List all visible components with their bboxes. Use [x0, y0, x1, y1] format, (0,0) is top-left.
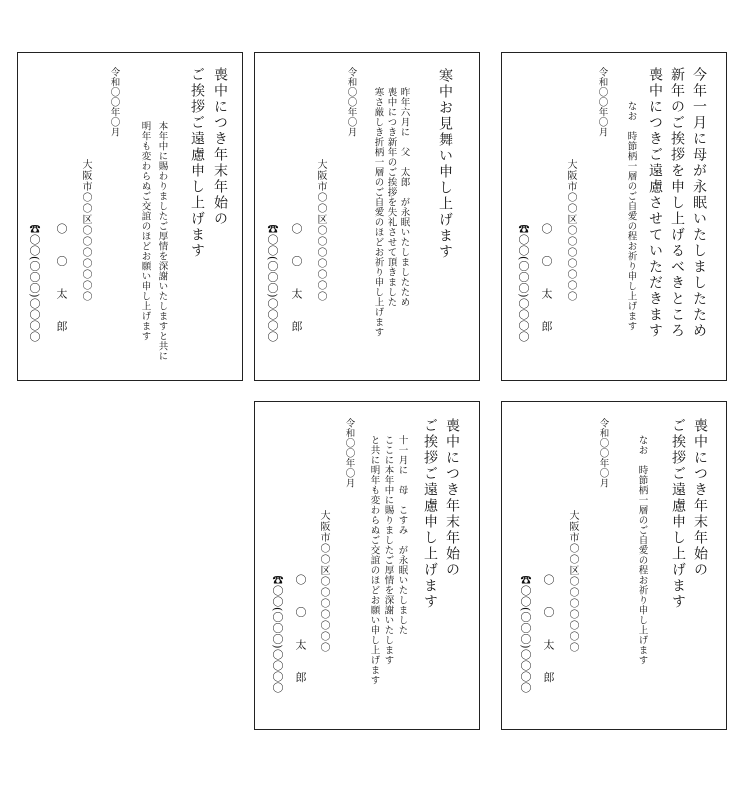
card-body-line: 寒さ厳しき折柄一層のご自愛のほどお祈り申し上げます [372, 87, 384, 337]
card-address: 大阪市〇〇区〇〇〇〇〇〇〇 [567, 510, 578, 653]
card-heading-line: 今年一月に母が永眠いたしましたため [691, 67, 707, 339]
mourning-card-4 [254, 401, 480, 730]
card-body-line: と共に明年も変わらぬご交誼のほどお願い申し上げます [368, 435, 380, 685]
card-heading-line: ご挨拶ご遠慮申し上げます [189, 67, 205, 259]
card-name: 〇 〇 太 郎 [542, 574, 555, 692]
card-body-line: なお 時節柄一層のご自愛の程お祈り申し上げます [636, 435, 648, 665]
card-date: 令和〇〇年〇月 [345, 67, 357, 137]
card-body-line: 明年も変わらぬご交誼のほどお願い申し上げます [139, 121, 151, 341]
card-phone: ☎〇〇(〇〇〇)〇〇〇〇 [519, 574, 532, 693]
card-name: 〇 〇 太 郎 [540, 223, 553, 341]
card-date: 令和〇〇年〇月 [343, 418, 355, 488]
card-body-line: 喪中につき新年のご挨拶を失礼させて頂きました [385, 87, 397, 307]
mourning-card-5 [501, 401, 727, 730]
card-heading-line: ご挨拶ご遠慮申し上げます [670, 418, 686, 610]
card-address: 大阪市〇〇区〇〇〇〇〇〇〇 [315, 159, 326, 302]
mourning-card-3 [501, 52, 727, 381]
card-name: 〇 〇 太 郎 [294, 574, 307, 692]
card-heading-line: 新年のご挨拶を申し上げるべきところ [669, 67, 685, 339]
card-name: 〇 〇 太 郎 [55, 223, 68, 341]
card-heading-line: 喪中につき年末年始の [444, 418, 460, 578]
card-address: 大阪市〇〇区〇〇〇〇〇〇〇 [80, 159, 91, 302]
mourning-card-1 [17, 52, 243, 381]
card-phone: ☎〇〇(〇〇〇)〇〇〇〇 [28, 223, 41, 342]
card-body-line: 本年中に賜わりましたご厚情を深謝いたしますと共に [156, 121, 168, 361]
card-phone: ☎〇〇(〇〇〇)〇〇〇〇 [517, 223, 530, 342]
card-body-line: ここに本年中に賜りましたご厚情を深謝いたします [382, 435, 394, 665]
card-heading-line: 喪中につき年末年始の [692, 418, 708, 578]
card-body-line: なお 時節柄一層のご自愛の程お祈り申し上げます [625, 101, 637, 331]
card-body-line: 十一月に 母 こすみ が永眠いたしました [396, 435, 408, 635]
card-phone: ☎〇〇(〇〇〇)〇〇〇〇 [271, 574, 284, 693]
card-name: 〇 〇 太 郎 [290, 223, 303, 341]
card-heading-line: 寒中お見舞い申し上げます [437, 68, 453, 260]
card-heading-line: 喪中につき年末年始の [212, 67, 228, 227]
mourning-card-2 [254, 52, 480, 381]
card-heading-line: 喪中につきご遠慮させていただきます [647, 67, 663, 339]
card-heading-line: ご挨拶ご遠慮申し上げます [422, 418, 438, 610]
card-body-line: 昨年六月に 父 太郎 が永眠いたしましたため [398, 87, 410, 307]
card-address: 大阪市〇〇区〇〇〇〇〇〇〇 [565, 159, 576, 302]
card-date: 令和〇〇年〇月 [597, 418, 609, 488]
card-phone: ☎〇〇(〇〇〇)〇〇〇〇 [266, 223, 279, 342]
card-date: 令和〇〇年〇月 [596, 67, 608, 137]
card-date: 令和〇〇年〇月 [108, 67, 120, 137]
card-address: 大阪市〇〇区〇〇〇〇〇〇〇 [318, 510, 329, 653]
